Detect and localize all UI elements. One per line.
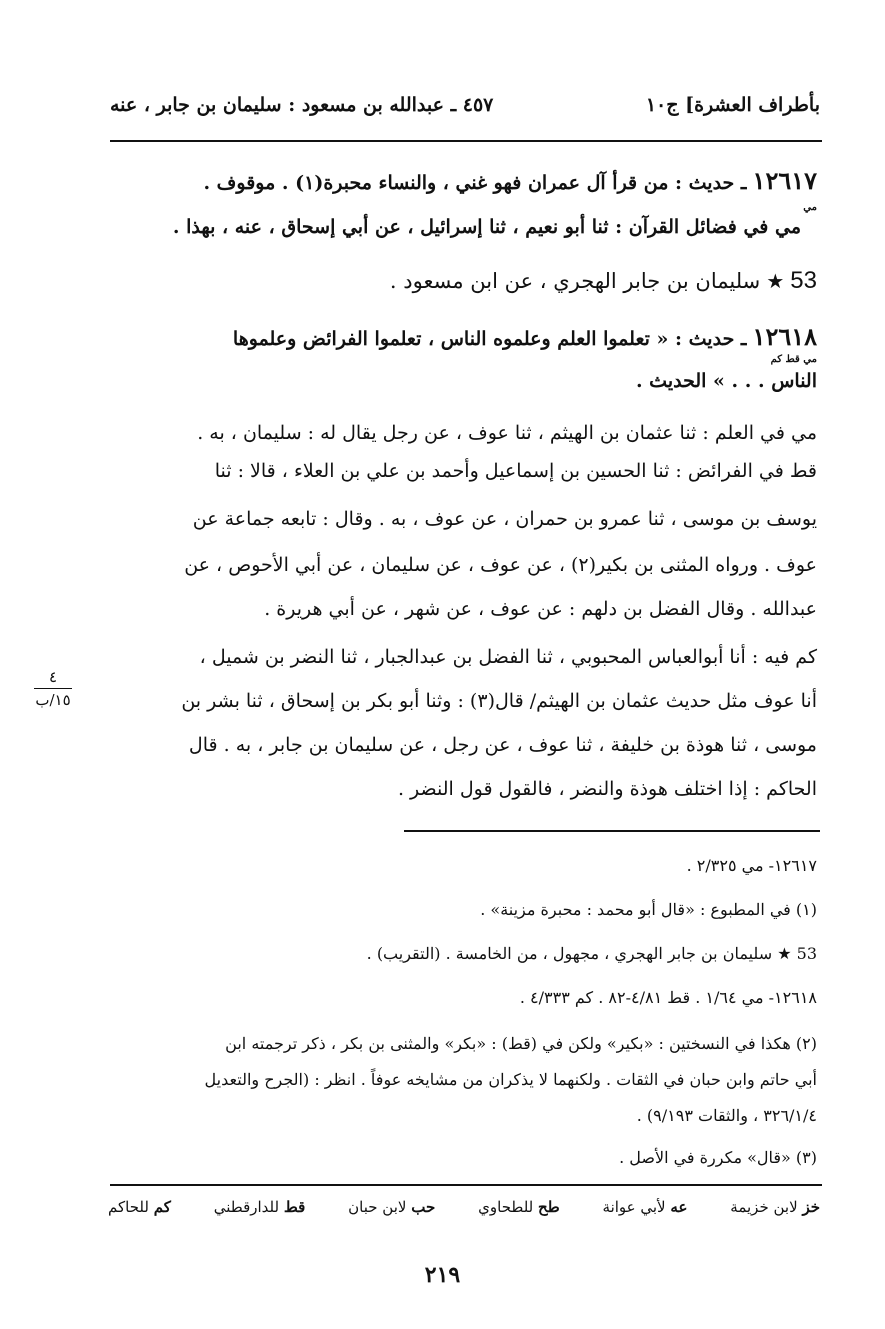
footnote: أبي حاتم وابن حبان في الثقات . ولكنهما لا يذكران من مشايخه عوفاً . انظر : (الجرح والتعديل bbox=[204, 1070, 817, 1089]
abbreviation-item: طح للطحاوي bbox=[478, 1198, 560, 1216]
header-book-title: بأطراف العشرة] ج١٠ bbox=[645, 94, 820, 116]
header-section-title: ٤٥٧ ـ عبدالله بن مسعود : سليمان بن جابر ، عنه bbox=[110, 94, 494, 116]
footer-rule bbox=[110, 1184, 822, 1186]
hadith-number: ١٢٦١٧ bbox=[752, 166, 817, 195]
narrator-heading bbox=[105, 266, 817, 297]
text-line: مي في العلم : ثنا عثمان بن الهيثم ، ثنا عوف ، عن رجل يقال له : سليمان ، به . bbox=[197, 422, 817, 444]
folio-number: ٤ bbox=[48, 668, 58, 686]
footnote-separator bbox=[404, 830, 820, 832]
text-line: يوسف بن موسى ، ثنا عمرو بن حمران ، عن عوف ، به . وقال : تابعه جماعة عن bbox=[192, 508, 817, 530]
hadith-12617-heading bbox=[105, 166, 817, 198]
hadith-12618-heading bbox=[105, 322, 817, 354]
header-rule bbox=[110, 140, 822, 142]
hadith-12617-source: مي في فضائل القرآن : ثنا أبو نعيم ، ثنا إسرائيل ، عن أبي إسحاق ، عنه ، بهذا . bbox=[172, 216, 801, 238]
hadith-text-continued: الناس . . . » الحديث . bbox=[635, 370, 817, 392]
hadith-text: ـ حديث : « تعلموا العلم وعلموه الناس ، تعلموا الفرائض وعلموها bbox=[232, 328, 747, 350]
footnote: ٣٢٦/١/٤ ، والثقات ٩/١٩٣) . bbox=[636, 1106, 817, 1125]
footnote: (٣) «قال» مكررة في الأصل . bbox=[619, 1148, 817, 1167]
text-line: موسى ، ثنا هوذة بن خليفة ، ثنا عوف ، عن رجل ، عن سليمان بن جابر ، به . قال bbox=[188, 734, 817, 756]
running-header bbox=[110, 94, 820, 128]
footnote: ١٢٦١٧- مي ٢/٣٢٥ . bbox=[686, 856, 817, 875]
footnote: (١) في المطبوع : «قال أبو محمد : محبرة مزينة» . bbox=[480, 900, 817, 919]
text-line: قط في الفرائض : ثنا الحسين بن إسماعيل وأحمد بن علي بن العلاء ، قالا : ثنا bbox=[214, 460, 817, 482]
text-line: عبدالله . وقال الفضل بن دلهم : عن عوف ، عن شهر ، عن أبي هريرة . bbox=[264, 598, 817, 620]
manuscript-folio-marker bbox=[28, 668, 78, 709]
abbreviation-item: قط للدارقطني bbox=[213, 1198, 306, 1216]
abbreviation-item: حب لابن حبان bbox=[348, 1198, 436, 1216]
abbreviation-item: عه لأبي عوانة bbox=[602, 1198, 688, 1216]
star-icon: ★ bbox=[766, 269, 785, 293]
abbreviation-item: كم للحاكم bbox=[108, 1198, 171, 1216]
text-line: عوف . ورواه المثنى بن بكير(٢) ، عن عوف ، عن سليمان ، عن أبي الأحوص ، عن bbox=[184, 554, 817, 576]
abbreviation-item: خز لابن خزيمة bbox=[730, 1198, 820, 1216]
folio-side: ١٥/ب bbox=[35, 691, 71, 709]
narrator-name: سليمان بن جابر الهجري ، عن ابن مسعود . bbox=[389, 269, 761, 293]
narrator-number: 53 bbox=[790, 267, 817, 294]
hadith-number: ١٢٦١٨ bbox=[752, 322, 817, 351]
page-number: ٢١٩ bbox=[424, 1262, 461, 1288]
footnote: (٢) هكذا في النسختين : «بكير» ولكن في (قط) : «بكر» والمثنى بن بكر ، ذكر ترجمته ابن bbox=[225, 1034, 817, 1053]
footnote: ١٢٦١٨- مي ١/٦٤ . قط ٤/٨١-٨٢ . كم ٤/٣٣٣ . bbox=[519, 988, 817, 1007]
footnote: 53 ★ سليمان بن جابر الهجري ، مجهول ، من الخامسة . (التقريب) . bbox=[366, 944, 817, 963]
folio-divider bbox=[34, 688, 72, 689]
text-line: أنا عوف مثل حديث عثمان بن الهيثم/ قال(٣) : وثنا أبو بكر بن إسحاق ، ثنا بشر بن bbox=[181, 690, 817, 712]
text-line: الحاكم : إذا اختلف هوذة والنضر ، فالقول قول النضر . bbox=[397, 778, 817, 800]
source-tag: مي bbox=[803, 202, 817, 213]
source-tag: مي قط كم bbox=[770, 354, 817, 365]
abbreviation-legend bbox=[108, 1198, 820, 1216]
hadith-text: ـ حديث : من قرأ آل عمران فهو غني ، والنساء محبرة(١) . موقوف . bbox=[203, 172, 747, 194]
text-line: كم فيه : أنا أبوالعباس المحبوبي ، ثنا الفضل بن عبدالجبار ، ثنا النضر بن شميل ، bbox=[199, 646, 817, 668]
